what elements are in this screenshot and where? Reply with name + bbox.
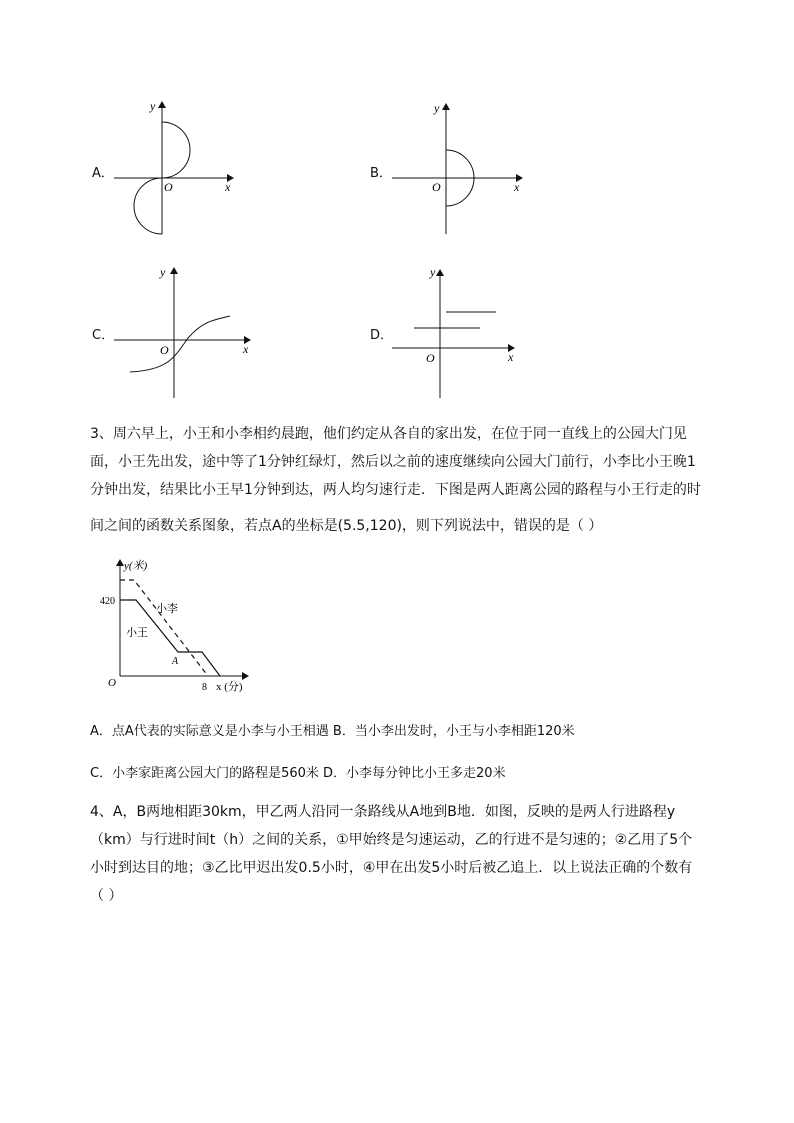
q3-option-cd: C．小李家距离公园大门的路程是560米 D．小李每分钟比小王多走20米 — [90, 766, 506, 781]
q4-line: （km）与行进时间t（h）之间的关系，①甲始终是匀速运动，乙的行进不是匀速的；②乙用了5个 — [90, 832, 693, 848]
y-tick-420: 420 — [100, 596, 115, 607]
series-wang-label: 小王 — [126, 627, 148, 639]
option-b-label: B． — [370, 166, 392, 181]
option-d-graph — [366, 262, 536, 402]
q3-line: 面，小王先出发，途中等了1分钟红绿灯，然后以之前的速度继续向公园大门前行，小李比小王晚1 — [90, 454, 696, 470]
x-label: x — [508, 350, 514, 364]
option-c-label: C． — [92, 328, 115, 343]
series-li-label: 小李 — [156, 603, 178, 615]
lower-semicircle — [134, 178, 162, 234]
origin-label: O — [108, 677, 116, 689]
x-label: x — [225, 180, 231, 194]
x-axis-label: x (分) — [216, 681, 243, 693]
y-label: y — [434, 101, 440, 115]
option-a-label: A． — [92, 166, 114, 181]
origin-label: O — [426, 351, 435, 365]
upper-semicircle — [162, 122, 190, 178]
q4-line: 小时到达目的地；③乙比甲迟出发0.5小时，④甲在出发5小时后被乙追上．以上说法正确的个数有 — [90, 860, 693, 876]
y-label: y — [150, 99, 156, 113]
origin-label: O — [160, 343, 169, 357]
x-label: x — [514, 180, 520, 194]
question-3-text — [90, 420, 750, 540]
x-tick-8: 8 — [202, 682, 207, 693]
origin-label: O — [164, 180, 173, 194]
option-d-label: D． — [370, 328, 394, 343]
q3-plot — [100, 556, 260, 696]
option-b-graph — [366, 98, 536, 240]
q3-option-ab: A．点A代表的实际意义是小李与小王相遇 B．当小李出发时，小王与小李相距120米 — [90, 724, 575, 739]
q3-line: 3、周六早上，小王和小李相约晨跑，他们约定从各自的家出发，在位于同一直线上的公园大门见 — [90, 426, 687, 442]
y-axis-label: y(米) — [124, 560, 148, 572]
s-curve — [130, 316, 230, 372]
origin-label: O — [432, 180, 441, 194]
question-3-graph — [100, 556, 260, 696]
y-label: y — [160, 265, 166, 279]
q3-line: 分钟出发，结果比小王早1分钟到达，两人均匀速行走．下图是两人距离公园的路程与小王行走的时 — [90, 482, 701, 498]
point-a-label: A — [172, 656, 179, 667]
q3-line: 间之间的函数关系图象，若点A的坐标是(5.5,120)，则下列说法中，错误的是（ ） — [90, 518, 603, 534]
x-label: x — [243, 342, 249, 356]
q4-line: （ ） — [90, 888, 123, 904]
q4-line: 4、A，B两地相距30km，甲乙两人沿同一条路线从A地到B地．如图，反映的是两人行进路程y — [90, 804, 676, 820]
option-a-graph — [88, 98, 258, 240]
y-label: y — [430, 265, 436, 279]
question-4-text — [90, 798, 750, 910]
option-c-graph — [88, 262, 258, 402]
